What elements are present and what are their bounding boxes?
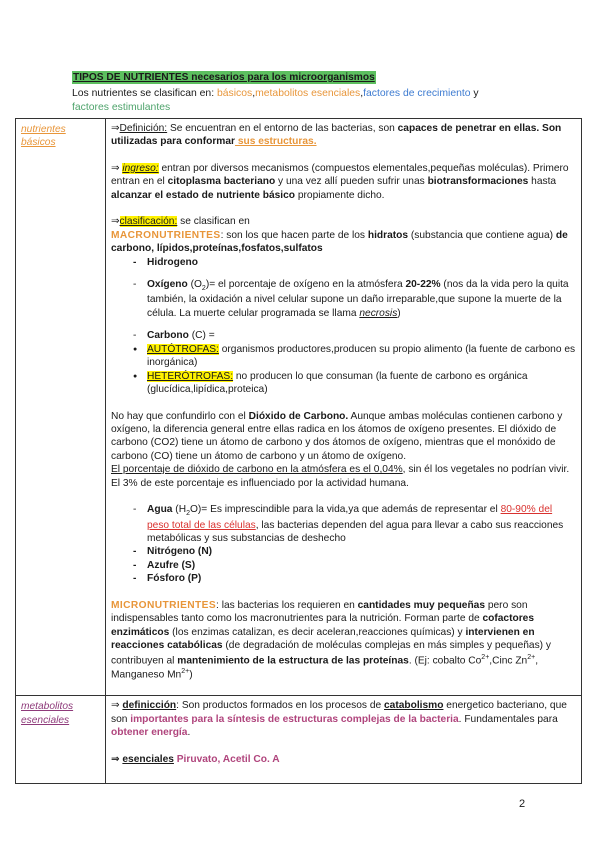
intro-paragraph xyxy=(72,87,532,116)
micro-bold: intervienen en reacciones catabólicas xyxy=(111,626,535,652)
intro-prefix: Los nutrientes se clasifican en: xyxy=(72,88,215,99)
page-number: 2 xyxy=(519,798,526,810)
oxigeno-text: )= el porcentaje de oxígeno en la atmósfera xyxy=(205,279,406,291)
ingreso-bold: citoplasma bacteriano xyxy=(167,176,276,188)
ingreso-bold: biotransformaciones xyxy=(427,176,529,188)
oxigeno-text: (O xyxy=(187,279,202,291)
co2-text: , sin él los vegetales no podrían vivir. El 3% de este porcentaje es influenciado por la actividad humana. xyxy=(111,464,570,489)
list-item xyxy=(133,278,576,320)
co2-paragraph xyxy=(111,410,576,491)
micro-text: (de degradación de moléculas complejas en más simples y pequeñas) y contribuyen al xyxy=(111,640,551,666)
spacer xyxy=(111,586,576,599)
spacer xyxy=(111,397,576,410)
catabolismo-term: catabolismo xyxy=(384,700,444,712)
oxigeno-pct: 20-22% xyxy=(405,279,441,291)
esenciales-line xyxy=(111,753,576,766)
oxigeno-sub: 2 xyxy=(201,285,206,293)
micro-text: (los enzimas catalizan, es decir aceleran,reacciones químicas) y xyxy=(169,626,466,638)
macronutrientes-label: MACRONUTRIENTES xyxy=(111,229,221,241)
row-label-metabolitos-esenciales: metabolitos esenciales xyxy=(21,701,74,726)
row-content-cell xyxy=(106,696,582,784)
autotrofas-label: AUTÓTROFAS: xyxy=(147,343,219,355)
def-highlight: obtener energía xyxy=(111,727,188,739)
co2-bold: Dióxido de Carbono. xyxy=(248,410,349,422)
definicion-label: definicción xyxy=(122,700,177,712)
spacer xyxy=(111,202,576,215)
intro-item-metabolitos: metabolitos esenciales xyxy=(255,88,361,99)
micro-text: pero son indispensables tanto como los macronutrientes para la nutrición. Forman parte de xyxy=(111,599,528,625)
def-text: . xyxy=(187,727,191,739)
macro-list xyxy=(111,278,576,320)
micro-text: ,Cinc Zn xyxy=(489,654,528,666)
table-row xyxy=(16,696,582,784)
table-row xyxy=(16,119,582,696)
micro-text: , Manganeso Mn xyxy=(111,654,539,681)
micronutrientes-label: MICRONUTRIENTES xyxy=(111,599,217,611)
autotrofas-text: organismos productores,producen su propio alimento (la fuente de carbono es inorgánica) xyxy=(147,343,576,369)
macro-list xyxy=(111,503,576,586)
row-content-cell xyxy=(106,119,582,696)
esenciales-label: esenciales xyxy=(122,753,174,765)
macro-bold: hidratos xyxy=(367,229,409,241)
intro-sep: , xyxy=(360,88,364,99)
nutrients-table xyxy=(15,118,582,784)
ingreso-label: ingreso: xyxy=(122,162,159,174)
co2-text: No hay que confundirlo con el xyxy=(111,410,249,422)
micro-bold: cantidades muy pequeñas xyxy=(357,599,486,611)
micro-sup: 2+ xyxy=(481,653,490,661)
macro-list xyxy=(111,329,576,342)
micro-text: : las bacterias los requieren en xyxy=(216,599,358,611)
macro-text: : son los que hacen parte de los xyxy=(220,229,368,241)
def-highlight: importantes para la síntesis de estructuras complejas de la bacteria xyxy=(130,713,459,725)
spacer xyxy=(111,269,576,278)
spacer xyxy=(111,149,576,162)
co2-text: Aunque ambas moléculas contienen carbono y oxígeno, la diferencia general entre ellas radica en los átomos de oxígeno presentes. El dióxido de carbono (CO2) tiene un átomo de carbono y dos átomos de oxígeno, mientras que el monóxido de carbono (CO) tiene un átomo de carbono y un átomo de oxígeno. xyxy=(111,410,563,462)
clasificacion-paragraph xyxy=(111,215,576,255)
arrow-icon: ⇒ xyxy=(111,700,123,712)
definition-bold: capaces de penetrar en ellas. Son utilizadas para conformar xyxy=(111,123,562,148)
micronutrientes-paragraph xyxy=(111,599,576,683)
esenciales-text: Piruvato, Acetil Co. A xyxy=(173,753,280,765)
ingreso-text: y una vez allí pueden sufrir unas xyxy=(275,176,428,188)
list-item xyxy=(133,343,576,370)
carbono-sublist xyxy=(111,343,576,397)
carbono-label: Carbono xyxy=(147,330,189,342)
list-item xyxy=(133,370,576,397)
arrow-icon: ⇒ xyxy=(111,123,120,134)
row-label-cell xyxy=(16,696,106,784)
intro-item-basicos: básicos xyxy=(216,88,253,99)
carbono-text: (C) = xyxy=(188,330,215,342)
oxigeno-text: (nos da la vida pero la quita también, la oxidación a nivel celular supone un daño irreparable,que supone la muerte de la célula. La muerte celular programada se llama xyxy=(147,279,569,319)
spacer xyxy=(111,682,576,691)
macro-text: (substancia que contiene agua) xyxy=(408,229,556,241)
def-text: : Son productos formados en los procesos de xyxy=(176,700,384,712)
row-label-cell xyxy=(16,119,106,696)
spacer xyxy=(111,740,576,753)
intro-item-factores-crecimiento: factores de crecimiento xyxy=(363,88,471,99)
def-text: energetico bacteriano, que son xyxy=(111,700,567,725)
agua-text: (H xyxy=(172,504,187,516)
macro-list xyxy=(111,256,576,269)
oxigeno-text: ) xyxy=(397,307,401,319)
ingreso-bold: alcanzar el estado de nutriente básico xyxy=(111,189,296,201)
clasificacion-text: se clasifican en xyxy=(177,216,250,228)
spacer xyxy=(111,320,576,329)
micro-sup: 2+ xyxy=(181,668,190,676)
document-title: TIPOS DE NUTRIENTES necesarios para los microorganismos xyxy=(73,72,375,83)
agua-text: , las bacterias dependen del agua para llevar a cabo sus reacciones metabólicas y sus substancias de deshecho xyxy=(147,519,564,544)
row-label-nutrientes-basicos: nutrientes básicos xyxy=(21,124,66,149)
list-item xyxy=(133,329,576,342)
micro-bold: cofactores enzimáticos xyxy=(111,613,535,638)
oxigeno-label: Oxígeno xyxy=(147,279,188,291)
list-item: - Nitrógeno (N) xyxy=(133,545,576,558)
micro-sup: 2+ xyxy=(527,653,536,661)
def-text: . Fundamentales para xyxy=(458,713,558,725)
agua-text: O)= Es imprescindible para la vida,ya que además de representar el xyxy=(189,504,501,516)
list-item: - Hidrogeno xyxy=(133,256,576,269)
heterotrofas-text: no producen lo que consuman (la fuente de carbono es orgánica (glucídica,lipídica,proteica) xyxy=(147,370,528,396)
definition-paragraph xyxy=(111,122,576,149)
arrow-icon: ⇒ xyxy=(111,162,123,174)
definition-link: sus estructuras. xyxy=(234,136,317,148)
necrosis-term: necrosis xyxy=(359,307,398,319)
micro-bold: mantenimiento de la estructura de las proteínas xyxy=(177,654,409,666)
agua-label: Agua xyxy=(147,504,173,516)
definition-label: Definición: xyxy=(119,123,168,134)
macro-bold: de carbono, lípidos,proteínas,fosfatos,sulfatos xyxy=(111,229,568,255)
heterotrofas-label: HETERÓTROFAS: xyxy=(147,370,234,382)
ingreso-text: propiamente dicho. xyxy=(295,189,385,201)
list-item: - Azufre (S) xyxy=(133,559,576,572)
micro-text: ) xyxy=(189,669,193,681)
intro-sep: , xyxy=(252,88,256,99)
clasificacion-label: clasificación: xyxy=(119,216,178,228)
agua-highlight: 80-90% del peso total de las células xyxy=(147,504,553,531)
list-item xyxy=(133,503,576,545)
intro-sep: y xyxy=(470,88,479,99)
ingreso-paragraph xyxy=(111,162,576,202)
intro-item-factores-estimulantes: factores estimulantes xyxy=(72,102,171,114)
spacer xyxy=(111,490,576,503)
list-item: - Fósforo (P) xyxy=(133,572,576,585)
ingreso-text: entran por diversos mecanismos (compuestos elementales,pequeñas moléculas). Primero entran en el xyxy=(111,162,569,188)
agua-sub: 2 xyxy=(186,510,190,518)
arrow-icon: ⇒ xyxy=(111,753,123,765)
co2-underline: El porcentaje de dióxido de carbono en la atmósfera es el 0,04% xyxy=(111,464,403,476)
metabolitos-definition xyxy=(111,699,576,739)
definition-text: Se encuentran en el entorno de las bacterias, son xyxy=(167,123,398,134)
ingreso-text: hasta xyxy=(528,176,557,188)
arrow-icon: ⇒ xyxy=(111,216,120,228)
micro-text: . (Ej: cobalto Co xyxy=(408,654,482,666)
